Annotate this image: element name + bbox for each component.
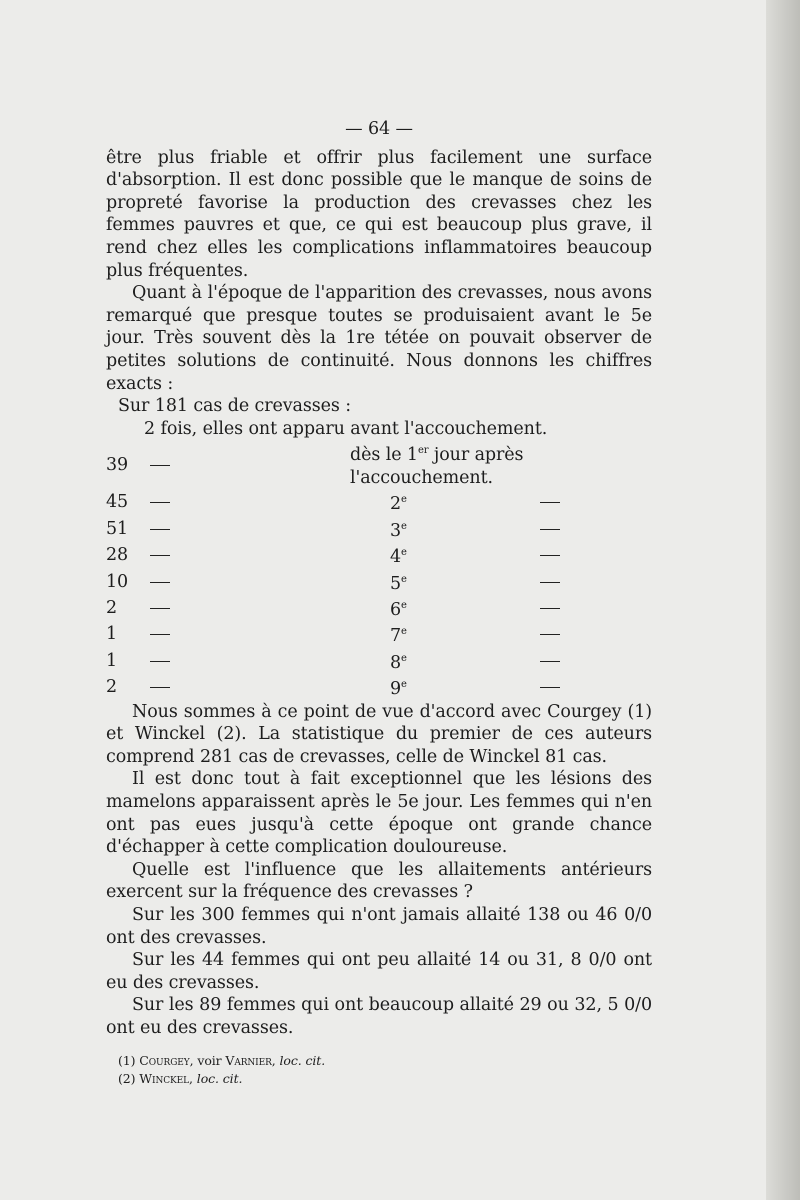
ditto-dash: [150, 542, 350, 568]
ditto-dash: [150, 489, 350, 515]
stats-count: 10: [106, 571, 129, 592]
stats-count: 2: [106, 597, 118, 618]
footnote: (1) Courgey, voir Varnier, loc. cit.: [118, 1052, 326, 1068]
stats-row: [106, 489, 652, 515]
stats-day: 2e: [390, 494, 407, 515]
stats-first-line: 2 fois, elles ont apparu avant l'accouchement.: [144, 418, 548, 439]
ditto-dash: [150, 621, 350, 647]
footnote: (2) Winckel, loc. cit.: [118, 1070, 243, 1086]
ditto-dash: [540, 595, 652, 621]
stats-count: 45: [106, 492, 129, 513]
stats-label: dès le 1er jour après l'accouchement.: [350, 445, 524, 488]
ditto-dash: [540, 542, 652, 568]
stats-row: [106, 569, 652, 595]
document-page: [106, 118, 652, 1088]
paragraph: Nous sommes à ce point de vue d'accord avec Courgey (1) et Winckel (2). La statistique du premier de ces auteurs comprend 281 cas de crevasses, celle de Winckel 81 cas.: [106, 701, 652, 767]
stats-day: 9e: [390, 679, 407, 700]
ditto-dash: [150, 516, 350, 542]
page-number: — 64 —: [345, 119, 413, 139]
stats-day: 7e: [390, 626, 407, 647]
stats-count: 1: [106, 624, 118, 645]
stats-day: 4e: [390, 547, 407, 567]
stats-intro: Sur 181 cas de crevasses :: [118, 396, 352, 417]
stats-row: [106, 674, 652, 700]
paragraph: être plus friable et offrir plus facilement une surface d'absorption. Il est donc possible que le manque de soins de propreté favorise la production des crevasses chez les femmes pauvres et que, ce qui est beaucoup plus grave, il rend chez elles les complications inflammatoires beaucoup plus fréquentes.: [106, 147, 652, 281]
ditto-dash: [150, 595, 350, 621]
paragraph: Il est donc tout à fait exceptionnel que les lésions des mamelons apparaissent après le 5e jour. Les femmes qui n'en ont pas eues jusqu'à cette époque ont grande chance d'échapper à cette complication douloureuse.: [106, 769, 652, 858]
ditto-dash: [540, 621, 652, 647]
stats-row: [106, 648, 652, 674]
ditto-dash: [150, 674, 350, 700]
ditto-dash: [540, 569, 652, 595]
stats-count: 28: [106, 545, 129, 566]
ditto-dash: [150, 648, 350, 674]
stats-day: 8e: [390, 652, 407, 673]
ditto-dash: [540, 489, 652, 515]
stats-day: 3e: [390, 520, 407, 541]
stats-count: 39: [106, 454, 129, 475]
stats-table: [106, 440, 652, 700]
paragraph: Quant à l'époque de l'apparition des crevasses, nous avons remarqué que presque toutes se produisaient avant le 5e jour. Très souvent dès la 1re tétée on pouvait observer de petites solutions de continuité. Nous donnons les chiffres exacts :: [106, 283, 652, 394]
ditto-dash: [150, 440, 350, 489]
stats-count: 2: [106, 677, 118, 698]
stats-day: 5e: [390, 573, 407, 594]
stats-day: 6e: [390, 599, 407, 620]
stats-row: [106, 440, 652, 489]
paragraph: Sur les 300 femmes qui n'ont jamais allaité 138 ou 46 0/0 ont des crevasses.: [106, 905, 652, 948]
paragraph: Sur les 44 femmes qui ont peu allaité 14 ou 31, 8 0/0 ont eu des crevasses.: [106, 950, 652, 993]
paragraph: Quelle est l'influence que les allaitements antérieurs exercent sur la fréquence des crevasses ?: [106, 859, 652, 903]
stats-row: [106, 516, 652, 542]
paragraph: Sur les 89 femmes qui ont beaucoup allaité 29 ou 32, 5 0/0 ont eu des crevasses.: [106, 995, 652, 1039]
ditto-dash: [150, 569, 350, 595]
stats-row: [106, 595, 652, 621]
ditto-dash: [540, 516, 652, 542]
footnotes: [106, 1052, 652, 1088]
ditto-dash: [540, 648, 652, 674]
stats-row: [106, 621, 652, 647]
stats-row: [106, 542, 652, 568]
ditto-dash: [540, 674, 652, 700]
stats-count: 1: [106, 650, 118, 671]
page-edge-shadow: [766, 0, 800, 1200]
stats-count: 51: [106, 518, 129, 539]
